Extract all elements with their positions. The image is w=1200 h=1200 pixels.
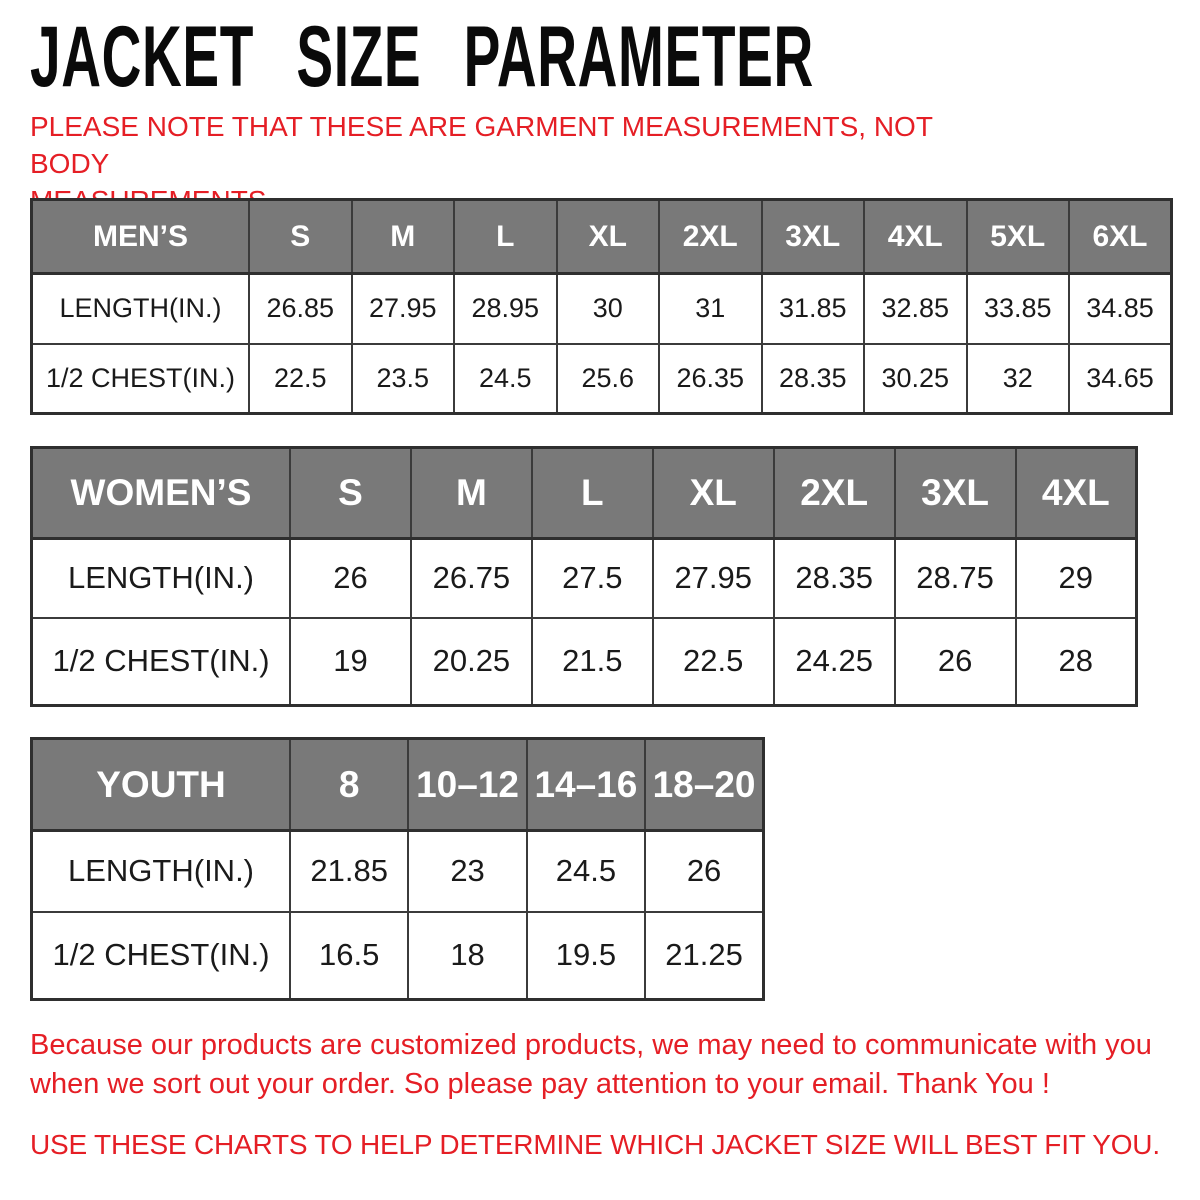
- size-value-cell: 16.5: [290, 912, 408, 1000]
- size-value-cell: 28.35: [762, 344, 865, 414]
- size-column-header: M: [411, 448, 532, 539]
- size-value-cell: 21.5: [532, 618, 653, 706]
- size-column-header: M: [352, 200, 455, 274]
- size-value-cell: 31: [659, 274, 762, 344]
- measurement-row-label: 1/2 CHEST(IN.): [32, 618, 291, 706]
- size-column-header: S: [249, 200, 352, 274]
- size-value-cell: 20.25: [411, 618, 532, 706]
- size-value-cell: 28.95: [454, 274, 557, 344]
- size-value-cell: 32: [967, 344, 1070, 414]
- mens-size-table: [30, 198, 1173, 415]
- size-value-cell: 31.85: [762, 274, 865, 344]
- customization-notice-line-2: when we sort out your order. So please pay attention to your email. Thank You !: [30, 1068, 1050, 1100]
- size-value-cell: 19: [290, 618, 411, 706]
- measurement-row-label: 1/2 CHEST(IN.): [32, 912, 291, 1000]
- page-title: JACKET SIZE PARAMETER: [30, 9, 814, 105]
- size-value-cell: 26: [645, 831, 763, 912]
- measurement-row-label: LENGTH(IN.): [32, 274, 250, 344]
- size-value-cell: 26.85: [249, 274, 352, 344]
- size-value-cell: 29: [1016, 539, 1137, 618]
- table-title-cell: YOUTH: [32, 739, 291, 831]
- size-value-cell: 26.35: [659, 344, 762, 414]
- measurement-row: [32, 912, 764, 1000]
- size-column-header: L: [532, 448, 653, 539]
- size-column-header: 8: [290, 739, 408, 831]
- size-value-cell: 26: [290, 539, 411, 618]
- size-column-header: S: [290, 448, 411, 539]
- size-column-header: 3XL: [762, 200, 865, 274]
- size-column-header: L: [454, 200, 557, 274]
- size-value-cell: 28: [1016, 618, 1137, 706]
- size-value-cell: 27.95: [352, 274, 455, 344]
- size-value-cell: 25.6: [557, 344, 660, 414]
- size-column-header: 3XL: [895, 448, 1016, 539]
- size-column-header: 2XL: [659, 200, 762, 274]
- size-value-cell: 28.35: [774, 539, 895, 618]
- youth-size-table: [30, 737, 765, 1001]
- size-column-header: 5XL: [967, 200, 1070, 274]
- size-value-cell: 28.75: [895, 539, 1016, 618]
- size-value-cell: 30.25: [864, 344, 967, 414]
- size-value-cell: 19.5: [527, 912, 645, 1000]
- size-column-header: 4XL: [864, 200, 967, 274]
- size-column-header: XL: [653, 448, 774, 539]
- size-value-cell: 24.25: [774, 618, 895, 706]
- size-value-cell: 33.85: [967, 274, 1070, 344]
- size-value-cell: 24.5: [527, 831, 645, 912]
- size-value-cell: 22.5: [653, 618, 774, 706]
- size-column-header: 14–16: [527, 739, 645, 831]
- size-column-header: 18–20: [645, 739, 763, 831]
- size-value-cell: 21.85: [290, 831, 408, 912]
- size-header-row: [32, 739, 764, 831]
- size-column-header: 4XL: [1016, 448, 1137, 539]
- measurement-row-label: 1/2 CHEST(IN.): [32, 344, 250, 414]
- size-header-row: [32, 200, 1172, 274]
- size-value-cell: 23.5: [352, 344, 455, 414]
- size-value-cell: 34.85: [1069, 274, 1172, 344]
- size-value-cell: 23: [408, 831, 526, 912]
- size-column-header: 2XL: [774, 448, 895, 539]
- size-value-cell: 18: [408, 912, 526, 1000]
- size-value-cell: 32.85: [864, 274, 967, 344]
- size-value-cell: 26.75: [411, 539, 532, 618]
- size-header-row: [32, 448, 1137, 539]
- size-column-header: XL: [557, 200, 660, 274]
- size-value-cell: 27.5: [532, 539, 653, 618]
- size-value-cell: 34.65: [1069, 344, 1172, 414]
- womens-size-table: [30, 446, 1138, 707]
- measurement-row-label: LENGTH(IN.): [32, 539, 291, 618]
- size-column-header: 10–12: [408, 739, 526, 831]
- measurement-row: [32, 831, 764, 912]
- size-value-cell: 21.25: [645, 912, 763, 1000]
- size-value-cell: 26: [895, 618, 1016, 706]
- table-title-cell: WOMEN’S: [32, 448, 291, 539]
- fit-advice-line: USE THESE CHARTS TO HELP DETERMINE WHICH JACKET SIZE WILL BEST FIT YOU.: [30, 1129, 1160, 1160]
- size-value-cell: 22.5: [249, 344, 352, 414]
- measurement-row: [32, 618, 1137, 706]
- table-title-cell: MEN’S: [32, 200, 250, 274]
- measurement-row: [32, 539, 1137, 618]
- measurement-row: [32, 344, 1172, 414]
- size-value-cell: 24.5: [454, 344, 557, 414]
- measurement-row: [32, 274, 1172, 344]
- size-value-cell: 30: [557, 274, 660, 344]
- measurement-row-label: LENGTH(IN.): [32, 831, 291, 912]
- note-line-1: PLEASE NOTE THAT THESE ARE GARMENT MEASUREMENTS, NOT BODY: [30, 111, 933, 179]
- customization-notice-line-1: Because our products are customized products, we may need to communicate with you: [30, 1029, 1152, 1061]
- customization-notice: [30, 1026, 1180, 1104]
- size-column-header: 6XL: [1069, 200, 1172, 274]
- size-value-cell: 27.95: [653, 539, 774, 618]
